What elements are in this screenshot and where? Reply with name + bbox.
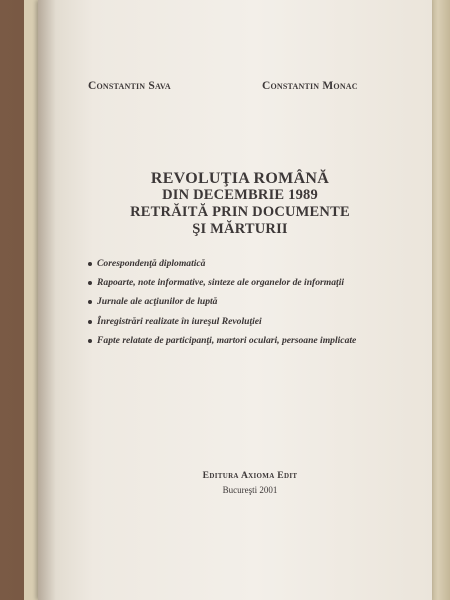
- title-line-4: ŞI MĂRTURII: [192, 221, 288, 237]
- bullet-dot-icon: [88, 339, 92, 343]
- bullet-dot-icon: [88, 300, 92, 304]
- book-title: [90, 170, 390, 238]
- author-right: Constantin Monac: [262, 80, 358, 92]
- spine-shadow: [38, 0, 56, 600]
- bullet-dot-icon: [88, 281, 92, 285]
- contents-item: Jurnale ale acţiunilor de luptă: [88, 296, 423, 307]
- title-line-1: REVOLUŢIA ROMÂNĂ: [150, 170, 330, 187]
- author-left: Constantin Sava: [88, 80, 171, 92]
- title-line-3: RETRĂITĂ PRIN DOCUMENTE: [130, 204, 350, 220]
- publication-place-year: Bucureşti 2001: [222, 485, 278, 495]
- contents-item: Fapte relatate de participanţi, martori oculari, persoane implicate: [88, 335, 423, 346]
- bullet-dot-icon: [88, 320, 92, 324]
- title-line-2: DIN DECEMBRIE 1989: [162, 187, 318, 203]
- contents-item: Rapoarte, note informative, sinteze ale organelor de informaţii: [88, 277, 423, 288]
- publisher-name: Editura Axioma Edit: [202, 470, 298, 481]
- bullet-dot-icon: [88, 262, 92, 266]
- contents-list: [88, 258, 423, 354]
- contents-item: Corespondenţă diplomatică: [88, 258, 423, 269]
- contents-item: Înregistrări realizate în iureşul Revoluţiei: [88, 316, 423, 327]
